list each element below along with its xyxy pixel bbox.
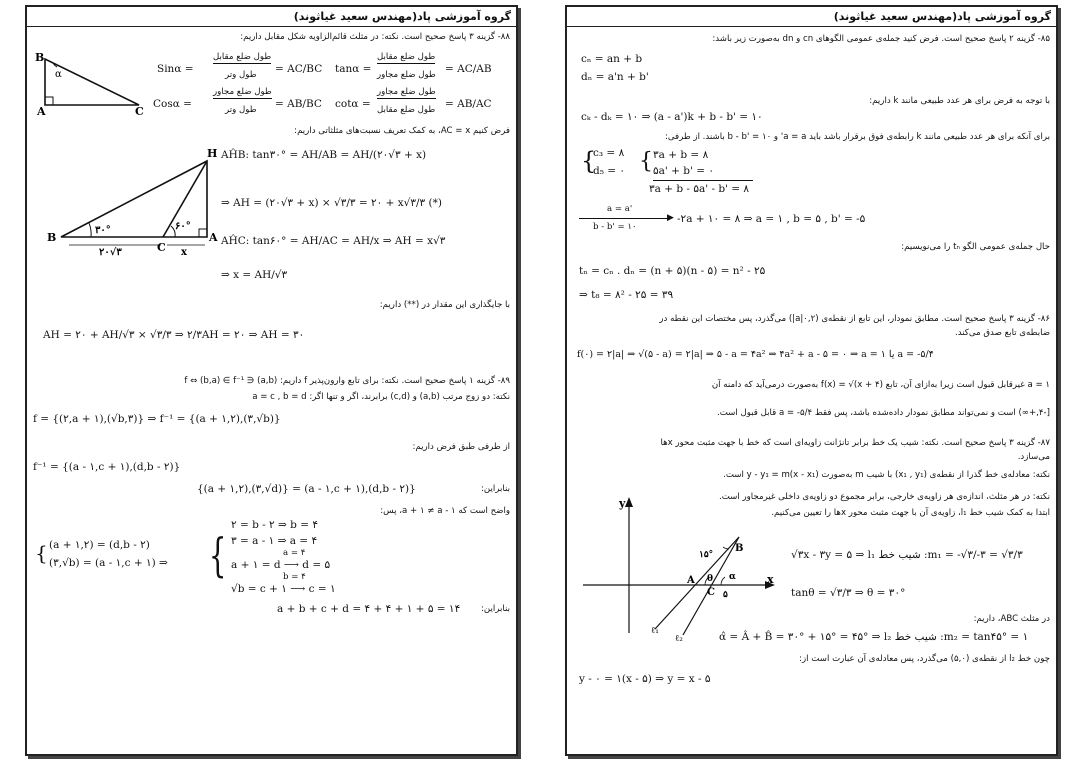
- tan-den: طول ضلع مجاور: [377, 70, 436, 80]
- q87-n1: نکته: معادله‌ی خط گذرا از نقطه‌ی (x₁ , y₁) با شیب m به‌صورت y - y₁ = m(x - x₁) است.: [723, 470, 1050, 480]
- q87-l2line: چون خط l₂ از نقطه‌ی (۵,۰) می‌گذرد، پس معادله‌ی آن عبارت است از:: [799, 654, 1050, 664]
- triangle-height-figure: [41, 145, 219, 257]
- fig2-label-b: B: [47, 231, 57, 244]
- q86-intro: ۸۶- گزینه ۳ پاسخ صحیح است. مطابق نمودار، این تابع از نقطه‌ی (۰,۲|a|) می‌گذرد، پس مختصات این نقطه در: [659, 314, 1050, 324]
- fig3-angle-15: ۱۵°: [699, 550, 714, 560]
- cot-den: طول ضلع مقابل: [377, 105, 436, 115]
- sys-brace-left: {: [35, 541, 48, 565]
- fig1-label-c: C: [135, 105, 144, 117]
- q87-intro2: می‌سازد.: [1017, 452, 1050, 462]
- q89-final-label: بنابراین:: [481, 604, 510, 614]
- q89-sys-r4-over: b = ۴: [283, 572, 306, 582]
- q85-cond: برای آنکه برای هر عدد طبیعی مانند k رابطه‌ی فوق برقرار باشد باید a = a' و b - b' = ۱۰ باشند. از طرفی:: [664, 132, 1050, 142]
- fig3-label-b: B: [735, 543, 744, 554]
- q88-intro: ۸۸- گزینه ۳ پاسخ صحیح است. نکته: در مثلث قائم‌الزاویه شکل مقابل داریم:: [240, 32, 510, 42]
- fig2-angle-30: ۳۰°: [95, 225, 111, 236]
- q85-s5: ۳a + b - ۵a' - b' = ۸: [649, 183, 750, 195]
- sin-num: طول ضلع مقابل: [213, 52, 272, 62]
- q85-solve: -۲a + ۱۰ = ۸ ⇒ a = ۱ , b = ۵ , b' = -۵: [677, 213, 866, 225]
- q87-tan-theta: tanθ = √۳/۳ ⇒ θ = ۳۰°: [791, 587, 906, 599]
- fig3-label-5: ۵: [723, 590, 728, 600]
- sin-lhs: Sinα =: [157, 63, 194, 75]
- cos-num: طول ضلع مجاور: [213, 87, 272, 97]
- q87-n2: نکته: در هر مثلث، اندازه‌ی هر زاویه‌ی خارجی، برابر مجموع دو زاویه‌ی داخلی غیرمجاور است.: [719, 492, 1050, 502]
- q85-t8: ⇒ t₈ = ۸² - ۲۵ = ۳۹: [579, 289, 674, 301]
- q85-tn-text: حال جمله‌ی عمومی الگو tₙ را می‌نویسیم:: [901, 242, 1050, 252]
- tan-num: طول ضلع مقابل: [377, 52, 436, 62]
- q87-alpha: α̂ = Â + B̂ = ۳۰° + ۱۵° = ۴۵° ⇒ l₂ شیب خط :m₂ = tan۴۵° = ۱: [719, 631, 1029, 643]
- q89-sys-r2: ۳ = a - ۱ ⇒ a = ۴: [231, 535, 318, 547]
- q86-l2: a = ۱ غیرقابل قبول است زیرا به‌ازای آن، تابع f(x) = √(x + ۴) به‌صورت درمی‌آید که دامنه‌ آن: [711, 380, 1050, 390]
- q88-eq3: AĤC: tan۶۰° = AH/AC = AH/x ⇒ AH = x√۳: [221, 235, 446, 247]
- fig3-label-y: y: [619, 497, 626, 510]
- q87-intro: ۸۷- گزینه ۳ پاسخ صحیح است. نکته: شیب یک خط برابر تانژانت زاویه‌ای است که خط با جهت مثبت محور xها: [660, 438, 1050, 448]
- q85-d-def: dₙ = a'n + b': [581, 71, 649, 83]
- fig2-label-c: C: [157, 241, 166, 254]
- q85-diff: cₖ - dₖ = ۱۰ ⇒ (a - a')k + b - b' = ۱۰: [581, 111, 763, 123]
- q85-arrowhead: ▶: [667, 213, 674, 223]
- cot-lhs: cotα =: [335, 98, 371, 110]
- q85-c-def: cₙ = an + b: [581, 53, 643, 65]
- cot-ratio: = AB/AC: [445, 98, 492, 110]
- q88-eq1: AĤB: tan۳۰° = AH/AB = AH/(۲۰√۳ + x): [221, 149, 427, 161]
- fig3-alpha: α: [729, 572, 736, 582]
- q89-f-def: f = {(۲,a + ۱),(√b,۳)} ⇒ f⁻¹ = {(a + ۱,۲),(۳,√b)}: [33, 413, 281, 425]
- sin-den: طول وتر: [225, 70, 257, 80]
- page-header: گروه آموزشی پاد(مهندس سعید غیاثوند): [27, 7, 516, 27]
- q89-sys-r3: a + ۱ = d ⟶ d = ۵: [231, 559, 331, 571]
- q85-brace-2: {: [639, 149, 653, 174]
- fig3-theta: θ: [707, 574, 714, 584]
- q89-sys-r4: √b = c + ۱ ⟶ c = ۱: [231, 583, 336, 595]
- q85-arrow: [579, 218, 669, 219]
- q89-sys-r1: ۲ = b - ۲ ⇒ b = ۴: [231, 519, 319, 531]
- q88-subst: با جایگذاری این مقدار در (**) داریم:: [379, 300, 510, 310]
- q85-intro: ۸۵- گزینه ۲ پاسخ صحیح است. فرض کنید جمله‌ی عمومی الگوهای cn و dn به‌صورت زیر باشد:: [712, 34, 1050, 44]
- fig1-label-alpha: α: [55, 69, 62, 80]
- q88-eq4: ⇒ x = AH/√۳: [221, 269, 288, 281]
- q88-eq2: ⇒ AH = (۲۰√۳ + x) × √۳/۳ = ۲۰ + x√۳/۳ (*): [221, 197, 442, 209]
- tan-ratio: = AC/AB: [445, 63, 492, 75]
- q86-l3: [-۴,+∞) است و نمی‌تواند مطابق نمودار داده‌شده باشد، پس فقط a = -۵/۴ قابل قبول است.: [716, 408, 1050, 418]
- q85-arrow-top: a = a': [607, 204, 633, 214]
- fig1-label-b: B: [35, 51, 45, 64]
- q87-slope1: √۳x - ۳y = ۵ ⇒ l₁ شیب خط :m₁ = -√۳/-۳ = √۳/۳: [791, 549, 1023, 561]
- q85-given: با توجه به فرض برای هر عدد طبیعی مانند k داریم:: [869, 96, 1050, 106]
- fig2-angle-60: ۶۰°: [175, 221, 191, 232]
- q87-n3: ابتدا به کمک شیب خط l₁، زاویه‌ی آن با جهت مثبت محور xها را تعیین می‌کنیم.: [771, 508, 1050, 518]
- fig3-l1: ℓ₁: [651, 626, 659, 636]
- fig2-length-x: x: [181, 247, 187, 257]
- q89-final: a + b + c + d = ۴ + ۴ + ۱ + ۵ = ۱۴: [277, 603, 461, 615]
- fig2-label-h: H: [207, 147, 218, 160]
- q85-tn: tₙ = cₙ . dₙ = (n + ۵)(n - ۵) = n² - ۲۵: [579, 265, 766, 277]
- q89-sys-r3-over: a = ۴: [283, 548, 306, 558]
- q85-s3: ۳a + b = ۸: [653, 149, 709, 161]
- q89-sys-l2: (۳,√b) = (a - ۱,c + ۱) ⇒: [49, 557, 168, 569]
- cos-ratio: = AB/BC: [275, 98, 322, 110]
- q89-other: از طرفی طبق فرض داریم:: [412, 442, 510, 452]
- q86-eq: f(۰) = ۲|a| ⇒ √(۵ - a) = ۲|a| ⇒ ۵ - a = ۴a² ⇒ ۴a² + a - ۵ = ۰ ⇒ a = ۱ یا a = -۵/۴: [577, 349, 934, 360]
- sys-brace-right: {: [208, 528, 227, 582]
- q89-clear: واضح است که a + ۱ ≠ a - ۱، پس:: [380, 506, 510, 516]
- tan-lhs: tanα =: [335, 63, 372, 75]
- lines-figure: [579, 493, 779, 643]
- q89-intro: ۸۹- گزینه ۱ پاسخ صحیح است. نکته: برای تابع وارون‌پذیر f داریم: (a,b) ∈ f ⇔ (b,a) ∈ f⁻¹: [184, 376, 510, 386]
- fig2-label-a: A: [209, 231, 218, 244]
- q85-arrow-bottom: b - b' = ۱۰: [593, 222, 637, 232]
- sin-ratio: = AC/BC: [275, 63, 323, 75]
- cot-num: طول ضلع مجاور: [377, 87, 436, 97]
- fig1-label-a: A: [37, 105, 46, 117]
- left-page: [25, 5, 518, 756]
- right-triangle-figure: [31, 45, 151, 117]
- q85-sum-line: [653, 180, 753, 181]
- q87-tri: در مثلث ABC، داریم:: [973, 614, 1050, 624]
- fig3-label-a: A: [687, 575, 695, 586]
- cos-lhs: Cosα =: [153, 98, 192, 110]
- fig2-length-base: ۲۰√۳: [99, 247, 122, 257]
- q85-s1: c₃ = ۸: [593, 147, 625, 159]
- q89-sys-l1: (a + ۱,۲) = (d,b - ۲): [49, 539, 150, 551]
- q87-final: y - ۰ = ۱(x - ۵) ⇒ y = x - ۵: [579, 673, 711, 685]
- cos-den: طول وتر: [225, 105, 257, 115]
- q88-assume: فرض کنیم AC = x، به کمک تعریف نسبت‌های مثلثاتی داریم:: [294, 126, 510, 136]
- fig3-label-x: x: [767, 573, 774, 586]
- q88-result: AH = ۲۰ + AH/√۳ × √۳/۳ ⇒ ۲/۳AH = ۲۰ ⇒ AH = ۳۰: [43, 329, 305, 341]
- page-header: گروه آموزشی پاد(مهندس سعید غیاثوند): [567, 7, 1056, 27]
- q89-therefore: بنابراین:: [481, 484, 510, 494]
- q85-brace-1: {: [581, 147, 597, 175]
- q89-finv: f⁻¹ = {(a - ۱,c + ۱),(d,b - ۲)}: [33, 461, 181, 473]
- fig3-l2: ℓ₂: [675, 634, 683, 643]
- q89-eq-sets: {(a + ۱,۲),(۳,√d)} = (a - ۱,c + ۱),(d,b - ۲)}: [197, 483, 416, 495]
- fig3-label-c: C: [707, 587, 715, 598]
- q86-intro2: ضابطه‌ی تابع صدق می‌کند.: [954, 328, 1050, 338]
- right-page: [565, 5, 1058, 756]
- q85-s4: ۵a' + b' = ۰: [653, 165, 714, 177]
- q85-s2: d₅ = ۰: [593, 165, 626, 177]
- q89-note: نکته: دو زوج مرتب (a,b) و (c,d) برابرند، اگر و تنها اگر: a = c , b = d: [252, 392, 510, 402]
